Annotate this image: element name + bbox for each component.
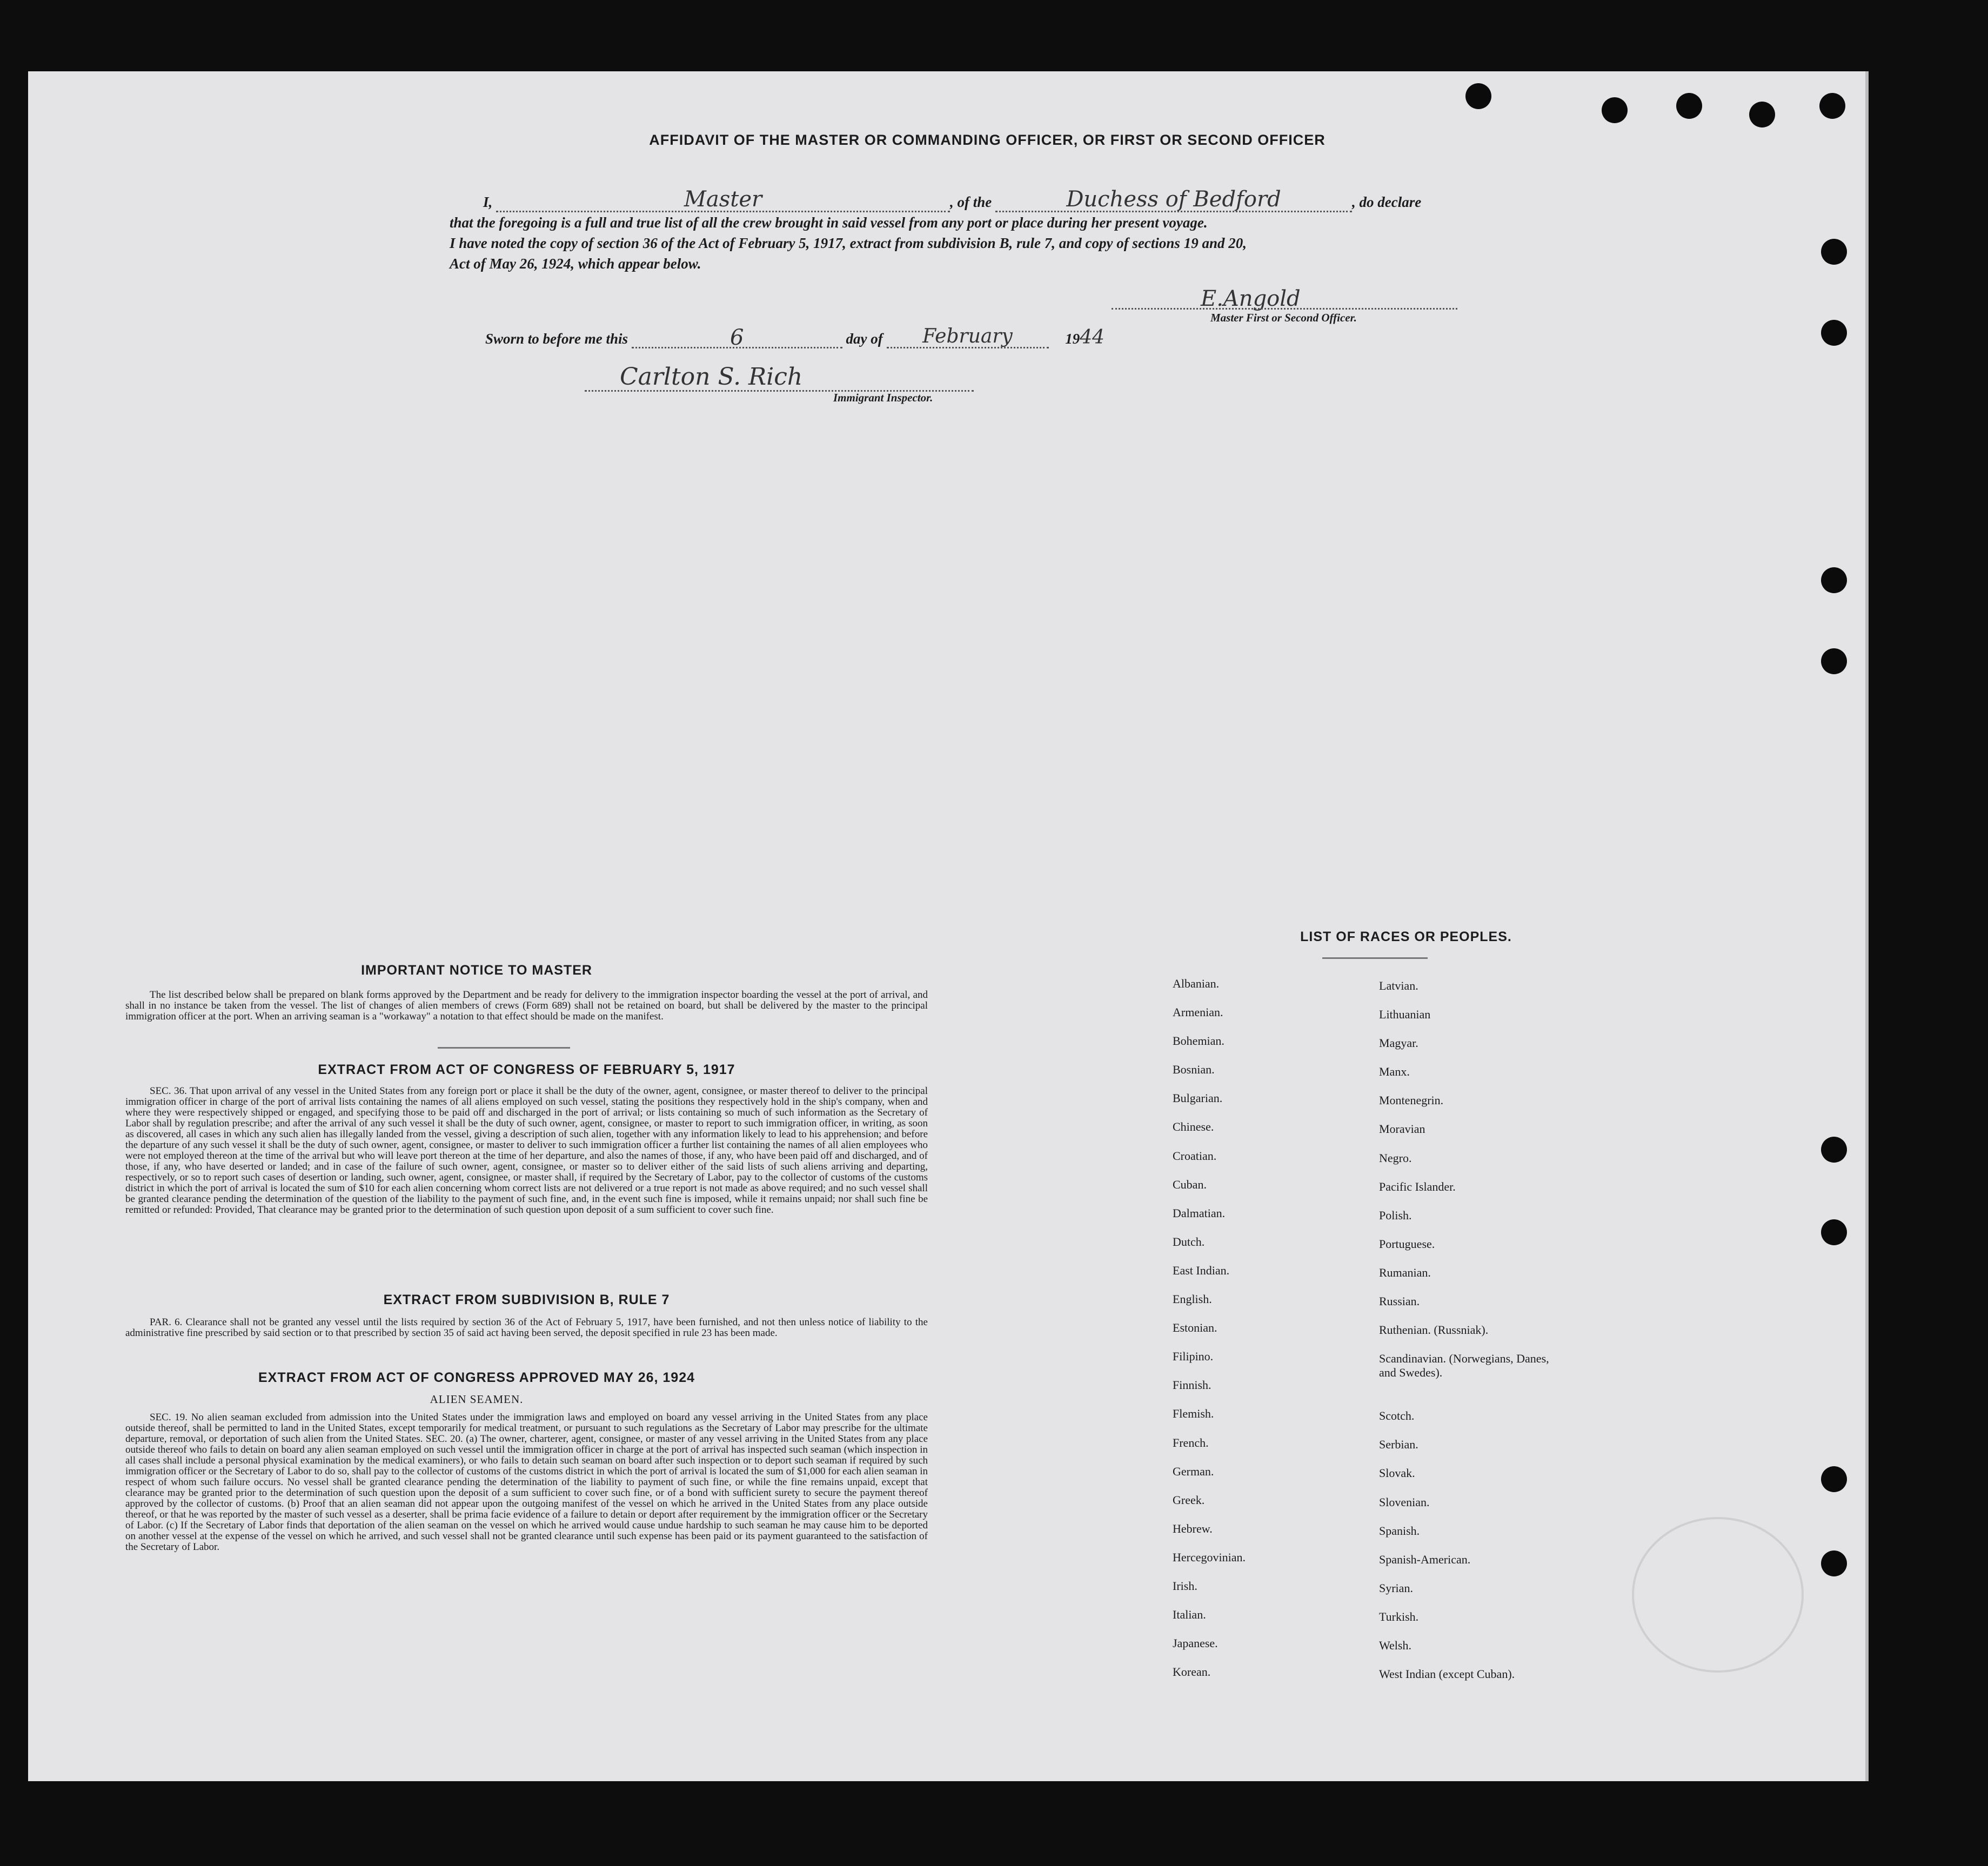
affidavit-line-2: that the foregoing is a full and true list of all the crew brought in said vessel from any port or place during her present voyage. [450,214,1208,231]
race-item: Slovenian. [1379,1495,1430,1509]
race-item: Russian. [1379,1294,1420,1308]
inspector-caption: Immigrant Inspector. [833,391,933,404]
punch-hole [1465,83,1491,109]
extract-1924-text: SEC. 19. No alien seaman excluded from admission into the United States under the immigration laws and employed on board any vessel arriving in the United States from any place outside thereof, shall be permitted to land in the United States, except temporarily for medical treatment, or pursuant to such regulations as the Secretary of Labor may prescribe for the ultimate departure, removal, or deportation of such alien from the United States. SEC. 20. (a) The owner, charterer, agent, consignee, or master of any vessel arriving in the United States from any place outside thereof who fails to detain on board any alien seaman employed on such vessel until the immigration officer in charge at the port of arrival has inspected such seaman (which inspection in all cases shall include a personal physical examination by the medical examiners), or who fails to detain such seaman on board after such inspection or to deport such seaman if required by such immigration officer or the Secretary of Labor to do so, shall pay to the collector of customs of the customs district in which the port of arrival is located the sum of $1,000 for each alien seaman in respect of whom such failure occurs. No vessel shall be granted clearance pending the determination of the liability to payment of such fine, or while the fine remains unpaid, except that clearance may be granted prior to the determination of such question upon the deposit of a sum sufficient to cover such fine, or of a bond with sufficient surety to secure the payment thereof approved by the collector of customs. (b) Proof that an alien seaman did not appear upon the outgoing manifest of the vessel on which he arrived in the United States from any place outside thereof, or that he was reported by the master of such vessel as a deserter, shall be prima facie evidence of a failure to detain or deport after requirement by the immigration officer or the Secretary of Labor. (c) If the Secretary of Labor finds that deportation of the alien seaman on the vessel on which he arrived would cause undue hardship to such seaman he may cause him to be deported on another vessel at the expense of the vessel on which he arrived, and such vessel shall not be granted clearance until such expense has been paid or its payment guaranteed to the satisfaction of the Secretary of Labor. [125,1412,928,1553]
race-item: Slovak. [1379,1466,1415,1480]
race-item: Moravian [1379,1122,1425,1136]
punch-hole [1602,97,1628,123]
race-item: Bosnian. [1173,1063,1215,1077]
race-item: Hercegovinian. [1173,1550,1246,1564]
affidavit-title: AFFIDAVIT OF THE MASTER OR COMMANDING OFFICER, OR FIRST OR SECOND OFFICER [649,132,1326,148]
race-item: Rumanian. [1379,1265,1431,1279]
race-item: Korean. [1173,1665,1211,1679]
affidavit-line-4: Act of May 26, 1924, which appear below. [450,256,701,272]
race-item: Serbian. [1379,1438,1418,1452]
race-item: Italian. [1173,1608,1206,1622]
notice-text: The list described below shall be prepared on blank forms approved by the Department and be ready for delivery to the immigration inspector boarding the vessel at the port of arrival, and shall in no instance be taken from the vessel. The list of changes of alien members of crews (Form 689) shall not be retained on board, but shall be delivered by the master to the principal immigration officer at the port. When an arriving seaman is a "workaway" a notation to that effect should be made on the manifest. [125,989,928,1022]
punch-hole [1821,1137,1847,1163]
punch-hole [1821,1550,1847,1576]
race-item: Bohemian. [1173,1034,1224,1048]
race-item: Montenegrin. [1379,1093,1444,1107]
seal-stamp [1632,1517,1804,1673]
race-item: Portuguese. [1379,1237,1435,1251]
race-item: Polish. [1379,1208,1412,1222]
race-item: Dutch. [1173,1234,1205,1249]
punch-hole [1821,1466,1847,1492]
day-value: 6 [730,325,744,350]
races-left-column [1173,977,1367,1694]
race-item: French. [1173,1435,1209,1449]
punch-hole [1749,102,1775,127]
race-item: Chinese. [1173,1120,1214,1134]
affidavit-line-3: I have noted the copy of section 36 of the Act of February 5, 1917, extract from subdivision B, rule 7, and copy of sections 19 and 20, [450,235,1247,251]
race-item: Syrian. [1379,1581,1413,1595]
race-item: East Indian. [1173,1263,1230,1277]
inspector-signature: Carlton S. Rich [620,363,803,391]
do-declare-label: , do declare [1352,194,1422,210]
punch-hole [1821,648,1847,674]
race-item: Estonian. [1173,1321,1217,1335]
month-field [887,325,1049,348]
race-item: Irish. [1173,1579,1197,1593]
race-item: Japanese. [1173,1636,1218,1650]
master-field [496,189,950,212]
extract-1924-subheading: ALIEN SEAMEN. [430,1393,524,1406]
race-item: Spanish. [1379,1523,1420,1538]
document-page [28,71,1869,1781]
race-item: Greek. [1173,1493,1205,1507]
divider [438,1047,570,1049]
punch-hole [1821,1219,1847,1245]
officer-signature: E.Angold [1201,286,1301,311]
race-item: Hebrew. [1173,1521,1213,1535]
rule7-heading: EXTRACT FROM SUBDIVISION B, RULE 7 [383,1292,670,1307]
race-item: Pacific Islander. [1379,1179,1456,1193]
race-item: German. [1173,1464,1214,1478]
race-item: Magyar. [1379,1036,1418,1050]
punch-hole [1821,567,1847,593]
race-item: Ruthenian. (Russniak). [1379,1323,1489,1337]
race-item: English. [1173,1292,1212,1306]
month-value: February [922,325,1013,347]
day-field [632,325,842,348]
year-handwritten: 44 [1080,326,1105,348]
extract-1924-heading: EXTRACT FROM ACT OF CONGRESS APPROVED MAY 26, 1924 [258,1370,695,1385]
affidavit-line-1 [450,189,1530,212]
races-right-column [1379,979,1606,1696]
extract-1917-heading: EXTRACT FROM ACT OF CONGRESS OF FEBRUARY 5, 1917 [318,1062,735,1077]
sworn-label: Sworn to before me this [485,331,628,347]
signature-line [1112,308,1457,310]
signature-caption: Master First or Second Officer. [1210,311,1357,324]
race-item: Cuban. [1173,1177,1207,1191]
punch-hole [1676,93,1702,119]
race-item: Armenian. [1173,1005,1223,1019]
race-item: Albanian. [1173,977,1220,990]
race-item: Scotch. [1379,1409,1415,1423]
affidavit-body [450,189,1530,274]
race-item: Scandinavian. (Norwegians, Danes, and Swedes). [1379,1352,1549,1380]
vessel-field [995,189,1352,212]
of-the-label: , of the [950,194,992,210]
race-item: Turkish. [1379,1609,1419,1623]
race-item: Bulgarian. [1173,1091,1223,1105]
notice-heading: IMPORTANT NOTICE TO MASTER [361,963,592,978]
race-item: Welsh. [1379,1638,1411,1652]
rule7-text: PAR. 6. Clearance shall not be granted any vessel until the lists required by section 36 of the Act of February 5, 1917, have been furnished, and not then unless notice of liability to the administrative fine prescribed by said section or to that prescribed by section 35 of said act having been served, the deposit specified in rule 23 has been made. [125,1317,928,1339]
extract-1917-text: SEC. 36. That upon arrival of any vessel in the United States from any foreign port or place it shall be the duty of the owner, agent, consignee, or master thereof to deliver to the principal immigration officer in charge of the port of arrival lists containing the names of all aliens employed on such vessel, stating the positions they respectively hold in the ship's company, when and where they were respectively shipped or engaged, and specifying those to be paid off and discharged in the port of arrival; or lists containing so much of such information as the Secretary of Labor shall by regulation prescribe; and after the arrival of any such vessel it shall be the duty of such owner, agent, consignee, or master to report to such immigration officer, in writing, as soon as discovered, all cases in which any such alien has illegally landed from the vessel, giving a description of such alien, together with any information likely to lead to his apprehension; and before the departure of any such vessel it shall be the duty of such owner, agent, consignee, or master to deliver to such immigration officer a further list containing the names of all alien employees who were not employed thereon at the time of the arrival but who will leave port thereon at the time of her departure, and also the names of those, if any, who have been paid off and discharged, and of those, if any, who have deserted or landed; and in case of the failure of such owner, agent, consignee, or master so to deliver either of the said lists of such aliens arriving and departing, respectively, or so to report such cases of desertion or landing, such owner, agent, consignee, or master shall, if required by the Secretary of Labor, pay to the collector of customs of the customs district in which the port of arrival is located the sum of $10 for each alien concerning whom correct lists are not delivered or a true report is not made as above required; and no such vessel shall be granted clearance pending the determination of the question of the liability to the payment of such fine, and, in the event such fine is imposed, while it remains unpaid; nor shall such fine be remitted or refunded: Provided, That clearance may be granted prior to the determination of such question upon deposit of a sum sufficient to cover such fine. [125,1085,928,1216]
day-of-label: day of [846,331,883,347]
race-item: Flemish. [1173,1407,1214,1421]
race-item: Latvian. [1379,979,1418,992]
races-heading: LIST OF RACES OR PEOPLES. [1300,929,1512,944]
race-item: Filipino. [1173,1350,1214,1364]
i-label: I, [483,194,493,210]
race-item: Finnish. [1173,1378,1211,1392]
race-item: Negro. [1379,1151,1412,1165]
race-item: West Indian (except Cuban). [1379,1667,1515,1681]
punch-hole [1821,320,1847,346]
punch-hole [1821,239,1847,265]
master-value: Master [684,187,762,212]
punch-hole [1819,93,1845,119]
races-divider [1322,957,1428,959]
race-item: Manx. [1379,1065,1410,1079]
sworn-line [485,325,1105,348]
race-item: Lithuanian [1379,1008,1431,1022]
race-item: Dalmatian. [1173,1206,1226,1220]
race-item: Croatian. [1173,1149,1217,1163]
year-printed: 19 [1065,331,1080,347]
vessel-value: Duchess of Bedford [1066,187,1281,212]
race-item: Spanish-American. [1379,1552,1471,1566]
